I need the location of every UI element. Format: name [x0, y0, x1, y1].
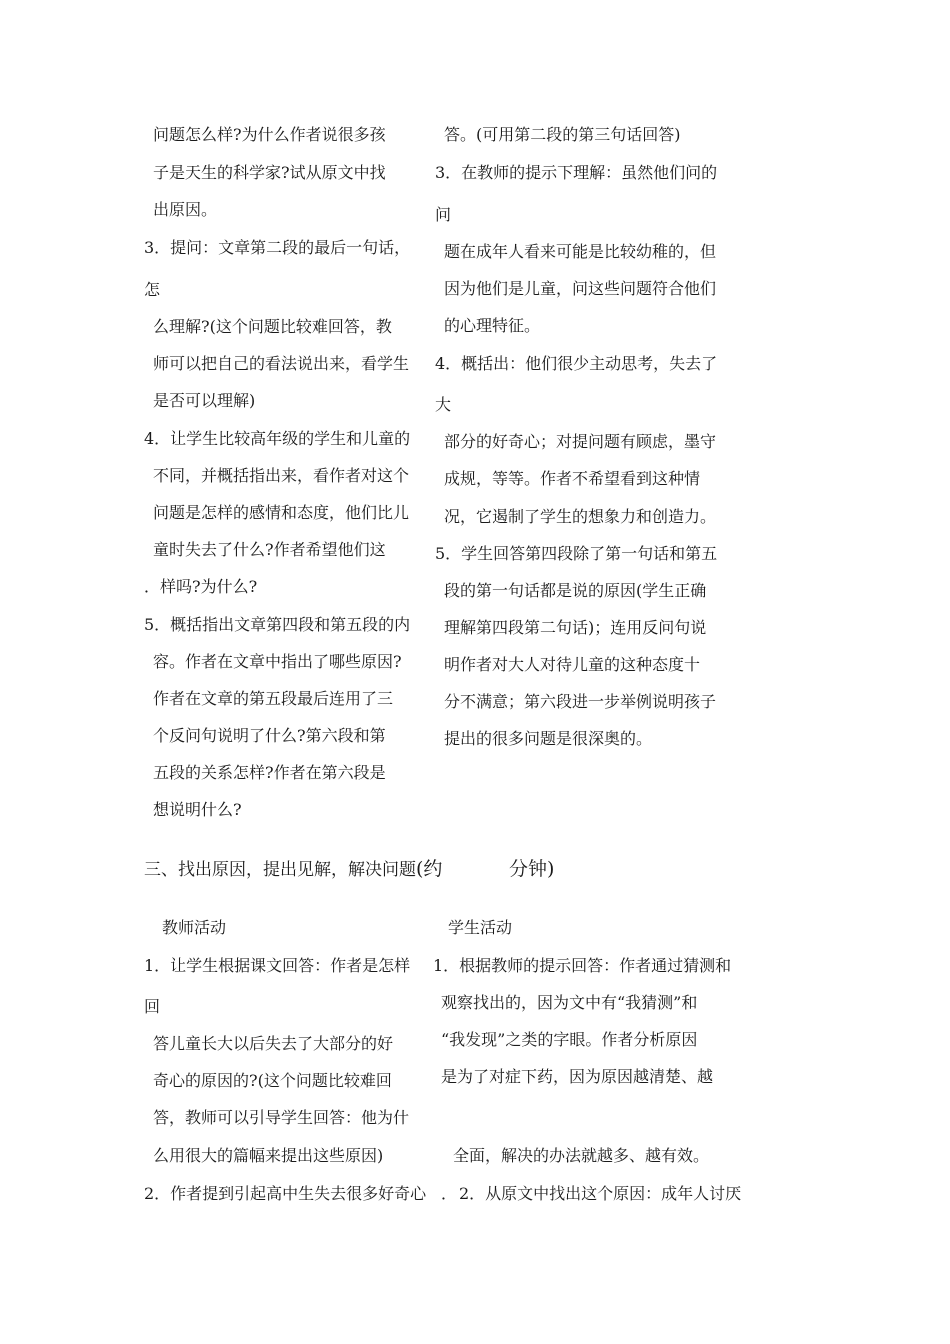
text-line: 答，教师可以引导学生回答：他为什 — [153, 1108, 410, 1127]
section-heading — [144, 858, 442, 881]
text-line: 提出的很多问题是很深奥的。 — [444, 729, 653, 748]
text-line: 问题怎么样?为什么作者说很多孩 — [153, 125, 386, 144]
text-line: 1．让学生根据课文回答：作者是怎样 — [144, 956, 411, 975]
text-line: 童时失去了什么?作者希望他们这 — [153, 540, 386, 559]
text-line: 5．概括指出文章第四段和第五段的内 — [144, 615, 411, 634]
text-line: 作者在文章的第五段最后连用了三 — [153, 689, 394, 708]
column-header-student: 学生活动 — [448, 918, 513, 937]
text-line: 大 — [435, 395, 452, 414]
text-line: ．样吗?为什么? — [144, 577, 258, 596]
text-line: 师可以把自己的看法说出来，看学生 — [153, 354, 410, 373]
text-line: 5．学生回答第四段除了第一句话和第五 — [435, 544, 718, 563]
text-line: 1．根据教师的提示回答：作者通过猜测和 — [433, 956, 732, 975]
text-line: 2．从原文中找出这个原因：成年人讨厌 — [459, 1184, 742, 1203]
text-line: 因为他们是儿童，问这些问题符合他们 — [444, 279, 717, 298]
text-line: 是否可以理解) — [153, 391, 256, 410]
text-line: 问题是怎样的感情和态度，他们比儿 — [153, 503, 410, 522]
text-line: 个反问句说明了什么?第六段和第 — [153, 726, 386, 745]
text-line: 的心理特征。 — [444, 316, 541, 335]
text-line: 是为了对症下药，因为原因越清楚、越 — [441, 1067, 714, 1086]
text-line: 部分的好奇心；对提问题有顾虑，墨守 — [444, 432, 717, 451]
text-line: 子是天生的科学家?试从原文中找 — [153, 163, 386, 182]
text-line: 奇心的原因的?(这个问题比较难回 — [153, 1071, 392, 1090]
text-line: 回 — [144, 997, 161, 1016]
column-header-teacher: 教师活动 — [162, 918, 227, 937]
text-line: 想说明什么? — [153, 800, 242, 819]
text-line: 理解第四段第二句话)；连用反问句说 — [444, 618, 707, 637]
text-line: 3．在教师的提示下理解：虽然他们问的 — [435, 163, 718, 182]
text-line: 成规，等等。作者不希望看到这种情 — [444, 469, 701, 488]
text-line: 怎 — [144, 280, 161, 299]
section-heading-minutes: 分钟) — [509, 858, 555, 880]
text-line: 问 — [435, 205, 452, 224]
text-line: 容。作者在文章中指出了哪些原因? — [153, 652, 402, 671]
text-line: 五段的关系怎样?作者在第六段是 — [153, 763, 386, 782]
text-line: 题在成年人看来可能是比较幼稚的，但 — [444, 242, 717, 261]
text-line: 3．提问：文章第二段的最后一句话， — [144, 238, 411, 257]
text-line: 答。(可用第二段的第三句话回答) — [444, 125, 681, 144]
text-line: 出原因。 — [153, 200, 218, 219]
text-line: 么用很大的篇幅来提出这些原因) — [153, 1146, 384, 1165]
text-line: “我发现”之类的字眼。作者分析原因 — [441, 1030, 698, 1049]
text-line: 分不满意；第六段进一步举例说明孩子 — [444, 692, 717, 711]
text-line: 2．作者提到引起高中生失去很多好奇心 — [144, 1184, 427, 1203]
text-line: 答儿童长大以后失去了大部分的好 — [153, 1034, 394, 1053]
text-line: ． — [441, 1184, 458, 1203]
text-line: 不同，并概括指出来，看作者对这个 — [153, 466, 410, 485]
text-line: 么理解?(这个问题比较难回答，教 — [153, 317, 392, 336]
section-heading-duration: (约 — [416, 858, 443, 880]
text-line: 明作者对大人对待儿童的这种态度十 — [444, 655, 701, 674]
text-line: 4．让学生比较高年级的学生和儿童的 — [144, 429, 411, 448]
text-line: 况，它遏制了学生的想象力和创造力。 — [444, 507, 717, 526]
section-heading-text: 三、找出原因，提出见解，解决问题 — [144, 860, 416, 880]
text-line: 4．概括出：他们很少主动思考，失去了 — [435, 354, 718, 373]
text-line: 观察找出的，因为文中有“我猜测”和 — [441, 993, 698, 1012]
text-line: 全面，解决的办法就越多、越有效。 — [453, 1146, 710, 1165]
text-line: 段的第一句话都是说的原因(学生正确 — [444, 581, 707, 600]
